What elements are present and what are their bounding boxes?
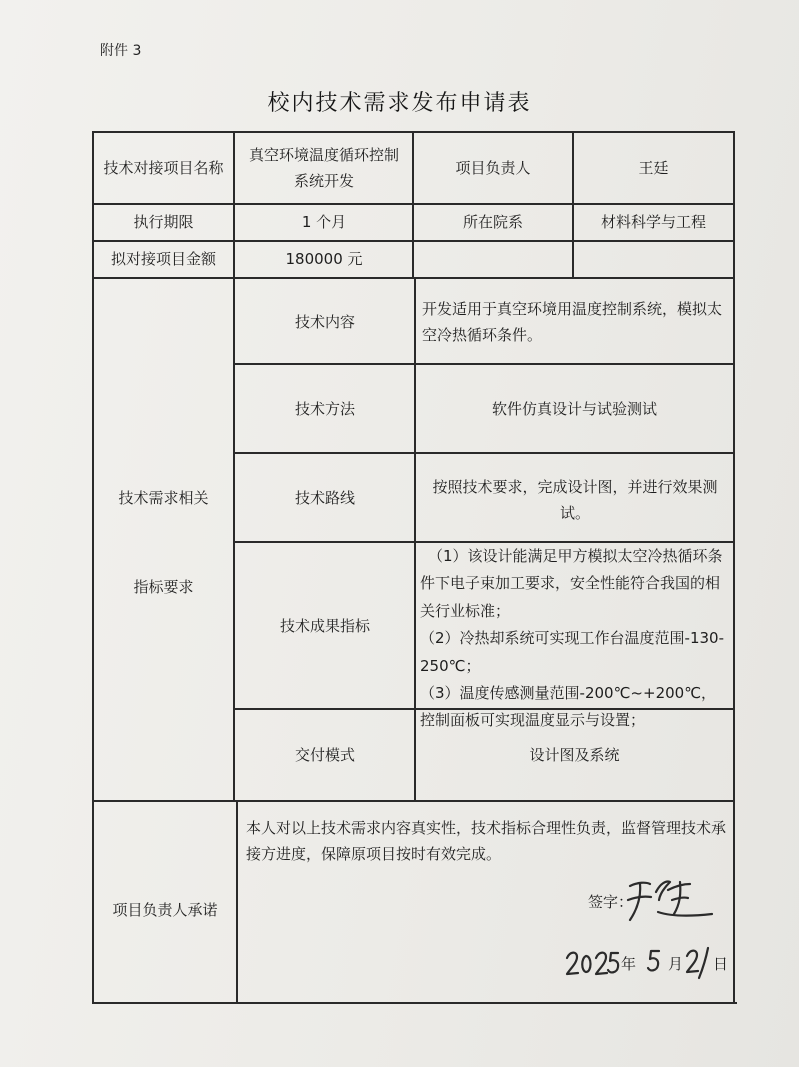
section-label-tech-requirement: 技术需求相关 [118, 489, 209, 507]
outcome-item-1: （1）该设计能满足甲方模拟太空冷热循环条件下电子束加工要求，安全性能符合我国的相关行业标准； [420, 547, 723, 620]
outcome-item-2: （2）冷热却系统可实现工作台温度范围-130-250℃； [420, 629, 725, 675]
date-year-char: 年 [621, 955, 637, 973]
label-amount: 拟对接项目金额 [110, 250, 216, 268]
value-project-name [236, 133, 412, 203]
label-period: 执行期限 [133, 213, 194, 231]
attachment-label: 附件 3 [100, 43, 142, 59]
date-day-char: 日 [713, 955, 729, 973]
label-department: 所在院系 [462, 213, 523, 231]
page-title: 校内技术需求发布申请表 [267, 91, 532, 116]
label-tech-content: 技术内容 [294, 312, 355, 331]
label-delivery-mode: 交付模式 [294, 746, 355, 764]
label-tech-outcomes: 技术成果指标 [279, 616, 370, 635]
label-project-leader: 项目负责人 [455, 159, 531, 177]
value-project-name-line1: 真空环境温度循环控制 [248, 146, 399, 164]
date-month-char: 月 [668, 955, 684, 973]
section-label-indicator-requirement: 指标要求 [133, 578, 194, 596]
handwritten-year [564, 946, 620, 980]
value-amount: 180000 元 [285, 250, 363, 268]
signature-label: 签字： [588, 893, 634, 911]
value-project-name-line2: 系统开发 [293, 172, 354, 190]
handwritten-month [642, 946, 666, 978]
label-project-name: 技术对接项目名称 [103, 159, 224, 177]
value-period: 1 个月 [301, 213, 347, 231]
commitment-text: 本人对以上技术需求内容真实性，技术指标合理性负责，监督管理技术承接方进度，保障原项目按时有效完成。 [246, 819, 727, 863]
handwritten-day [684, 944, 714, 980]
value-tech-content: 开发适用于真空环境用温度控制系统，模拟太空冷热循环条件。 [422, 300, 723, 344]
handwritten-signature [624, 870, 716, 926]
value-tech-method: 软件仿真设计与试验测试 [491, 399, 657, 418]
value-project-leader: 王廷 [638, 159, 669, 177]
label-commitment: 项目负责人承诺 [112, 901, 218, 919]
value-tech-outcomes [420, 543, 730, 735]
value-tech-route: 按照技术要求，完成设计图，并进行效果测试。 [432, 478, 718, 522]
outcome-item-3: （3）温度传感测量范围-200℃~+200℃，控制面板可实现温度显示与设置； [420, 684, 717, 730]
label-tech-route: 技术路线 [294, 488, 355, 507]
label-tech-method: 技术方法 [294, 399, 355, 418]
value-department: 材料科学与工程 [600, 213, 706, 231]
value-delivery-mode: 设计图及系统 [529, 746, 620, 764]
